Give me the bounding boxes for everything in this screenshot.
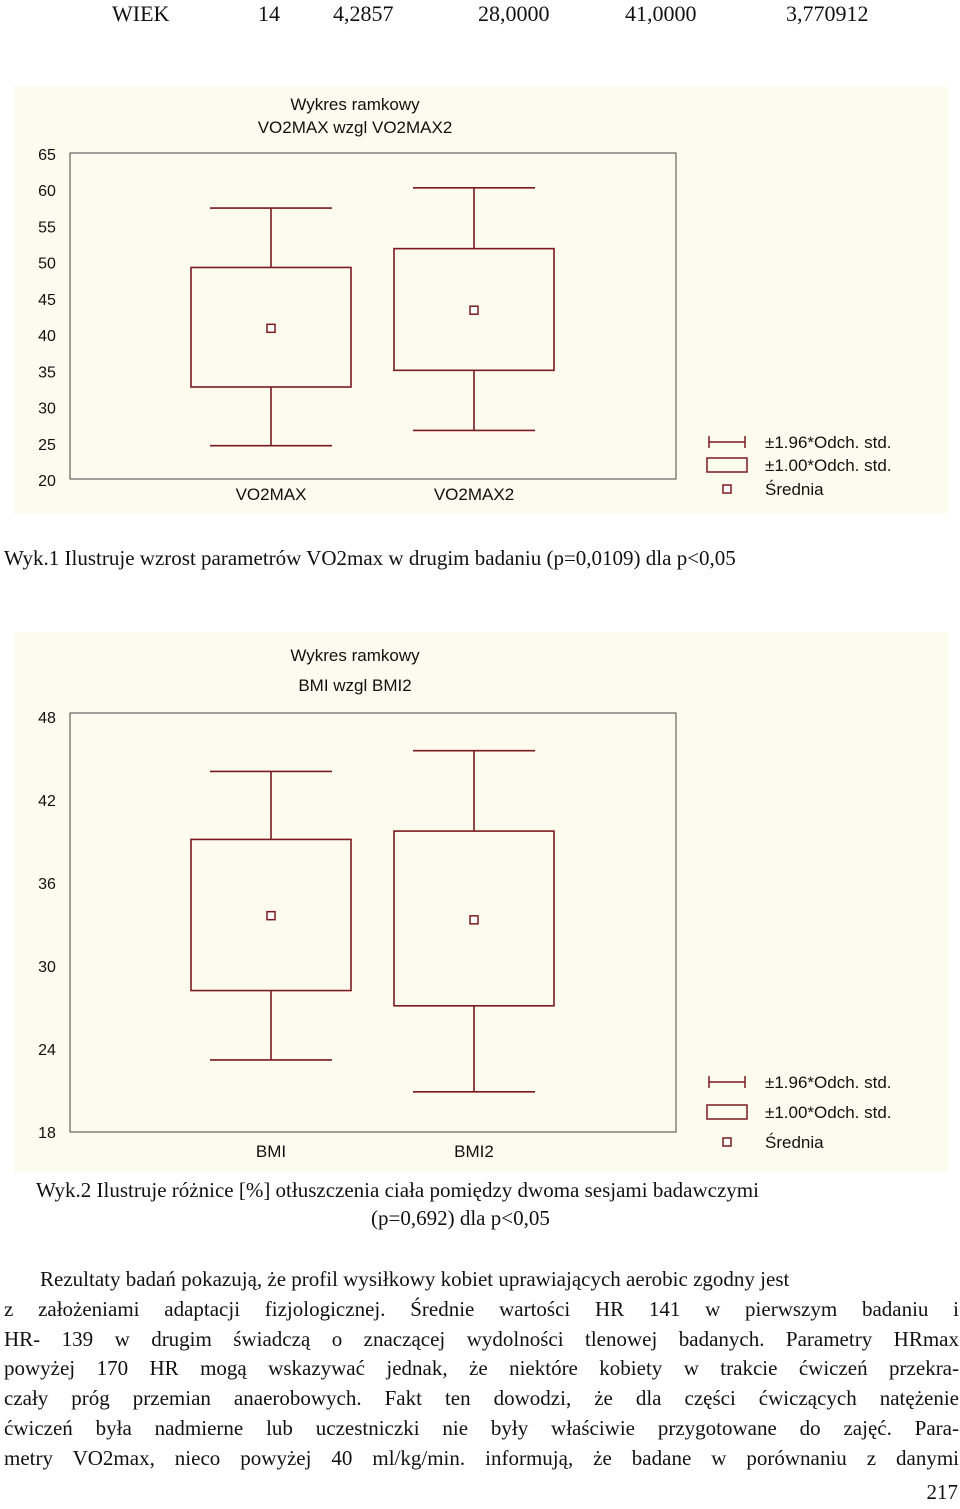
plot-frame (70, 713, 676, 1132)
y-tick-label: 60 (38, 183, 56, 201)
plot-frame (70, 153, 676, 479)
y-tick-label: 45 (38, 291, 56, 309)
row-min: 28,0000 (478, 1, 550, 26)
y-tick-label: 48 (38, 710, 56, 727)
y-tick-label: 36 (38, 876, 56, 893)
legend-box-symbol (707, 1105, 747, 1119)
mean-marker (267, 912, 275, 920)
chart-vo2max-svg (14, 86, 948, 514)
x-category-label: BMI2 (454, 1142, 494, 1161)
y-tick-label: 24 (38, 1042, 56, 1059)
x-category-label: VO2MAX (235, 485, 307, 504)
row-mean: 4,2857 (333, 1, 394, 26)
figure-2-caption-line2: (p=0,692) dla p<0,05 (371, 1206, 550, 1230)
x-category-label: BMI (255, 1142, 287, 1161)
page-number: 217 (926, 1480, 958, 1504)
y-tick-label: 42 (38, 793, 56, 810)
legend-mean-symbol (723, 1138, 731, 1146)
chart-bmi-svg (14, 632, 948, 1172)
legend-label: ±1.96*Odch. std. (765, 1073, 892, 1092)
y-tick-label: 18 (38, 1125, 56, 1142)
body-paragraph (4, 1265, 959, 1474)
paragraph-line: Rezultaty badań pokazują, że profil wysiłkowy kobiet uprawiających aerobic zgodny jest (40, 1267, 790, 1291)
y-tick-label: 25 (38, 436, 56, 454)
chart-vo2max (14, 86, 948, 514)
paragraph-line: metry VO2max, nieco powyżej 40 ml/kg/min. informują, że badane w porównaniu z danymi (4, 1445, 959, 1470)
y-tick-label: 35 (38, 364, 56, 382)
row-sd: 3,770912 (786, 1, 869, 26)
chart-bmi (14, 632, 948, 1172)
legend-label: ±1.96*Odch. std. (765, 433, 892, 452)
legend-label: ±1.00*Odch. std. (765, 1103, 892, 1122)
y-tick-label: 20 (38, 473, 56, 490)
legend-label: Średnia (765, 1133, 824, 1152)
y-tick-label: 40 (38, 328, 56, 346)
legend-label: Średnia (765, 480, 824, 499)
row-max: 41,0000 (625, 1, 697, 26)
mean-marker (267, 324, 275, 332)
figure-2-caption-line1: Wyk.2 Ilustruje różnice [%] otłuszczenia ciała pomiędzy dwoma sesjami badawczymi (36, 1178, 759, 1202)
legend-box-symbol (707, 458, 747, 472)
figure-1-caption: Wyk.1 Ilustruje wzrost parametrów VO2max w drugim badaniu (p=0,0109) dla p<0,05 (4, 546, 736, 570)
y-tick-label: 50 (38, 255, 56, 273)
mean-marker (470, 916, 478, 924)
mean-marker (470, 306, 478, 314)
paragraph-line: powyżej 170 HR mogą wskazywać jednak, że niektóre kobiety w trakcie ćwiczeń przekra- (4, 1356, 959, 1381)
x-category-label: VO2MAX2 (433, 485, 515, 504)
row-label: WIEK (112, 1, 170, 26)
chart-title: Wykres ramkowy (290, 95, 420, 114)
chart-title: Wykres ramkowy (290, 646, 420, 665)
y-tick-label: 65 (38, 147, 56, 164)
paragraph-line: z założeniami adaptacji fizjologicznej. Średnie wartości HR 141 w pierwszym badaniu i (4, 1296, 959, 1321)
chart-subtitle: VO2MAX wzgl VO2MAX2 (257, 118, 453, 137)
row-n: 14 (258, 1, 280, 26)
legend-label: ±1.00*Odch. std. (765, 456, 892, 475)
table-row (0, 0, 960, 30)
y-tick-label: 55 (38, 219, 56, 237)
paragraph-line: HR- 139 w drugim świadczą o znaczącej wydolności tlenowej badanych. Parametry HRmax (4, 1326, 959, 1351)
paragraph-line: ćwiczeń była nadmierne lub uczestniczki nie były właściwie przygotowane do zajęć. Para- (4, 1415, 959, 1440)
legend-mean-symbol (723, 485, 731, 493)
y-tick-label: 30 (38, 959, 56, 976)
y-tick-label: 30 (38, 400, 56, 418)
paragraph-line: czały próg przemian anaerobowych. Fakt ten dowodzi, że dla części ćwiczących natężenie (4, 1386, 959, 1411)
chart-subtitle: BMI wzgl BMI2 (298, 676, 412, 695)
